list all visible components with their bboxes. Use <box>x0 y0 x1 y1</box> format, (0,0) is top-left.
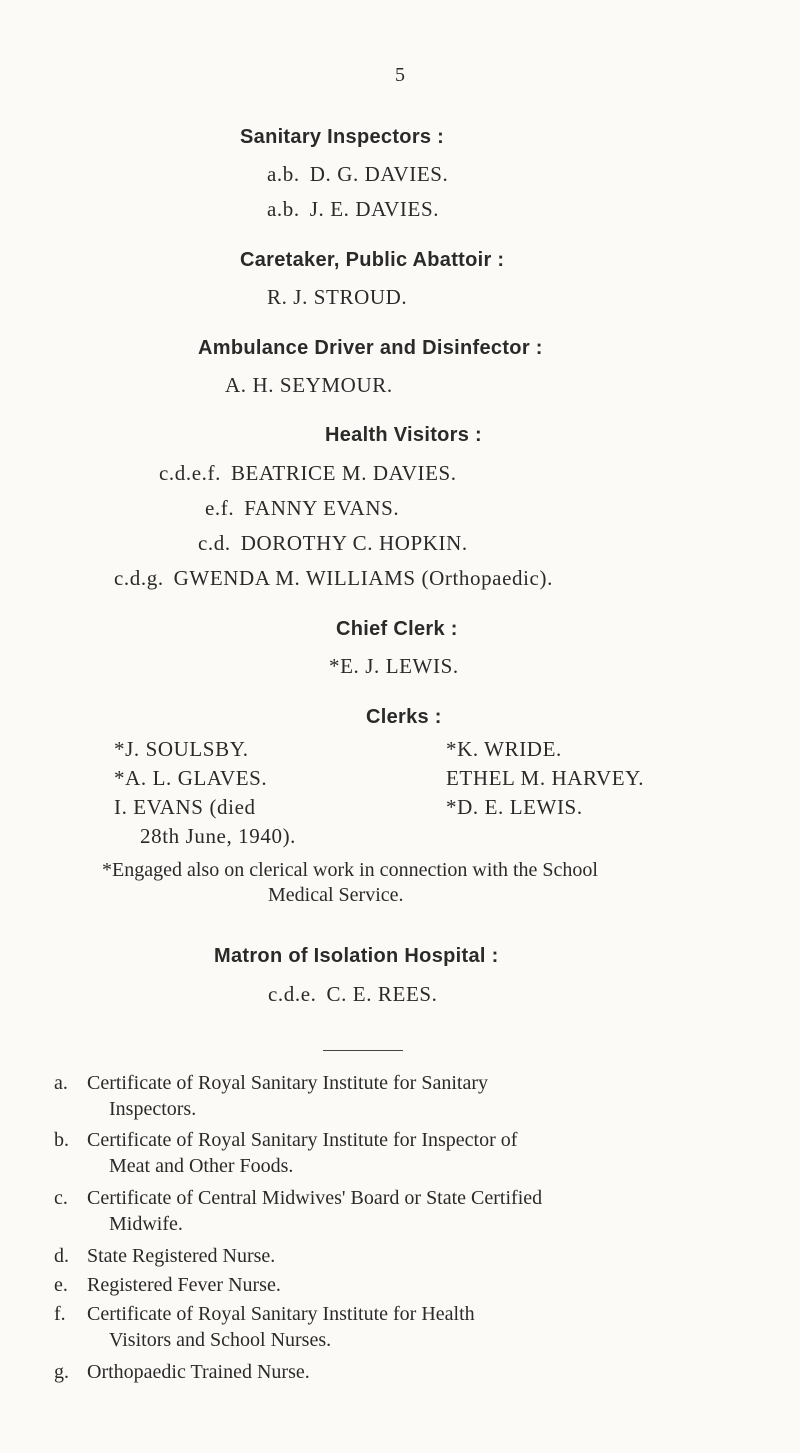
staff-name: FANNY EVANS. <box>244 496 400 520</box>
health-visitors-heading: Health Visitors : <box>325 424 482 446</box>
key-letter: g. <box>54 1361 69 1383</box>
key-text: State Registered Nurse. <box>87 1245 276 1267</box>
caretaker-heading: Caretaker, Public Abattoir : <box>240 249 505 271</box>
qualification-prefix: c.d. <box>198 531 231 555</box>
key-letter: d. <box>54 1245 69 1267</box>
key-letter: b. <box>54 1129 69 1151</box>
key-letter: a. <box>54 1072 68 1094</box>
key-item <box>54 1272 774 1298</box>
clerk-name: I. EVANS (died <box>114 795 256 819</box>
clerk-name: 28th June, 1940). <box>140 824 297 848</box>
staff-name: D. G. DAVIES. <box>309 162 449 186</box>
footnote-line: Medical Service. <box>268 884 404 906</box>
matron-entry <box>268 982 438 1007</box>
key-letter: c. <box>54 1187 68 1209</box>
health-visitor-entry <box>159 461 457 486</box>
sanitary-inspector-entry <box>267 162 448 187</box>
key-item <box>54 1127 774 1179</box>
staff-name: C. E. REES. <box>326 982 438 1006</box>
staff-name: J. E. DAVIES. <box>309 197 440 221</box>
health-visitor-entry <box>114 566 553 591</box>
sanitary-inspectors-heading: Sanitary Inspectors : <box>240 126 445 148</box>
clerk-name: *K. WRIDE. <box>446 737 562 761</box>
staff-name: DOROTHY C. HOPKIN. <box>240 531 468 555</box>
health-visitor-entry <box>205 496 399 521</box>
footnote <box>102 858 598 908</box>
key-item <box>54 1301 774 1353</box>
clerk-name: ETHEL M. HARVEY. <box>446 766 645 790</box>
footnote-line: *Engaged also on clerical work in connection with the School <box>102 859 598 881</box>
key-text: Certificate of Royal Sanitary Institute for Health <box>87 1303 475 1325</box>
key-text-cont: Inspectors. <box>109 1098 197 1120</box>
clerks-left-column <box>114 735 296 851</box>
qualification-prefix: c.d.g. <box>114 566 164 590</box>
key-text: Certificate of Royal Sanitary Institute for Inspector of <box>87 1129 518 1151</box>
caretaker-name: R. J. STROUD. <box>267 285 408 309</box>
ambulance-heading: Ambulance Driver and Disinfector : <box>198 337 543 359</box>
qualification-prefix: c.d.e. <box>268 982 317 1006</box>
key-text-cont: Meat and Other Foods. <box>109 1155 294 1177</box>
clerk-name: *D. E. LEWIS. <box>446 795 583 819</box>
matron-heading: Matron of Isolation Hospital : <box>214 945 499 967</box>
ambulance-name: A. H. SEYMOUR. <box>225 373 393 397</box>
section-divider <box>323 1050 403 1051</box>
key-text-cont: Visitors and School Nurses. <box>109 1329 332 1351</box>
key-letter: f. <box>54 1303 66 1325</box>
qualification-prefix: a.b. <box>267 197 300 221</box>
qualification-prefix: e.f. <box>205 496 235 520</box>
staff-name: BEATRICE M. DAVIES. <box>230 461 457 485</box>
qualification-prefix: c.d.e.f. <box>159 461 221 485</box>
key-text: Certificate of Central Midwives' Board or State Certified <box>87 1187 543 1209</box>
key-item <box>54 1359 774 1385</box>
clerks-heading: Clerks : <box>366 706 442 728</box>
clerk-name: *J. SOULSBY. <box>114 737 249 761</box>
key-text: Orthopaedic Trained Nurse. <box>87 1361 310 1383</box>
qualification-prefix: a.b. <box>267 162 300 186</box>
key-item <box>54 1070 774 1122</box>
clerks-right-column <box>446 735 644 822</box>
staff-name: GWENDA M. WILLIAMS (Orthopaedic). <box>173 566 553 590</box>
health-visitor-entry <box>198 531 468 556</box>
chief-clerk-name: *E. J. LEWIS. <box>329 654 459 678</box>
key-item <box>54 1185 774 1237</box>
clerk-name: *A. L. GLAVES. <box>114 766 268 790</box>
key-text: Certificate of Royal Sanitary Institute for Sanitary <box>87 1072 488 1094</box>
sanitary-inspector-entry <box>267 197 439 222</box>
chief-clerk-heading: Chief Clerk : <box>336 618 458 640</box>
key-letter: e. <box>54 1274 68 1296</box>
key-text-cont: Midwife. <box>109 1213 183 1235</box>
key-text: Registered Fever Nurse. <box>87 1274 281 1296</box>
key-item <box>54 1243 774 1269</box>
page-number: 5 <box>395 64 405 86</box>
